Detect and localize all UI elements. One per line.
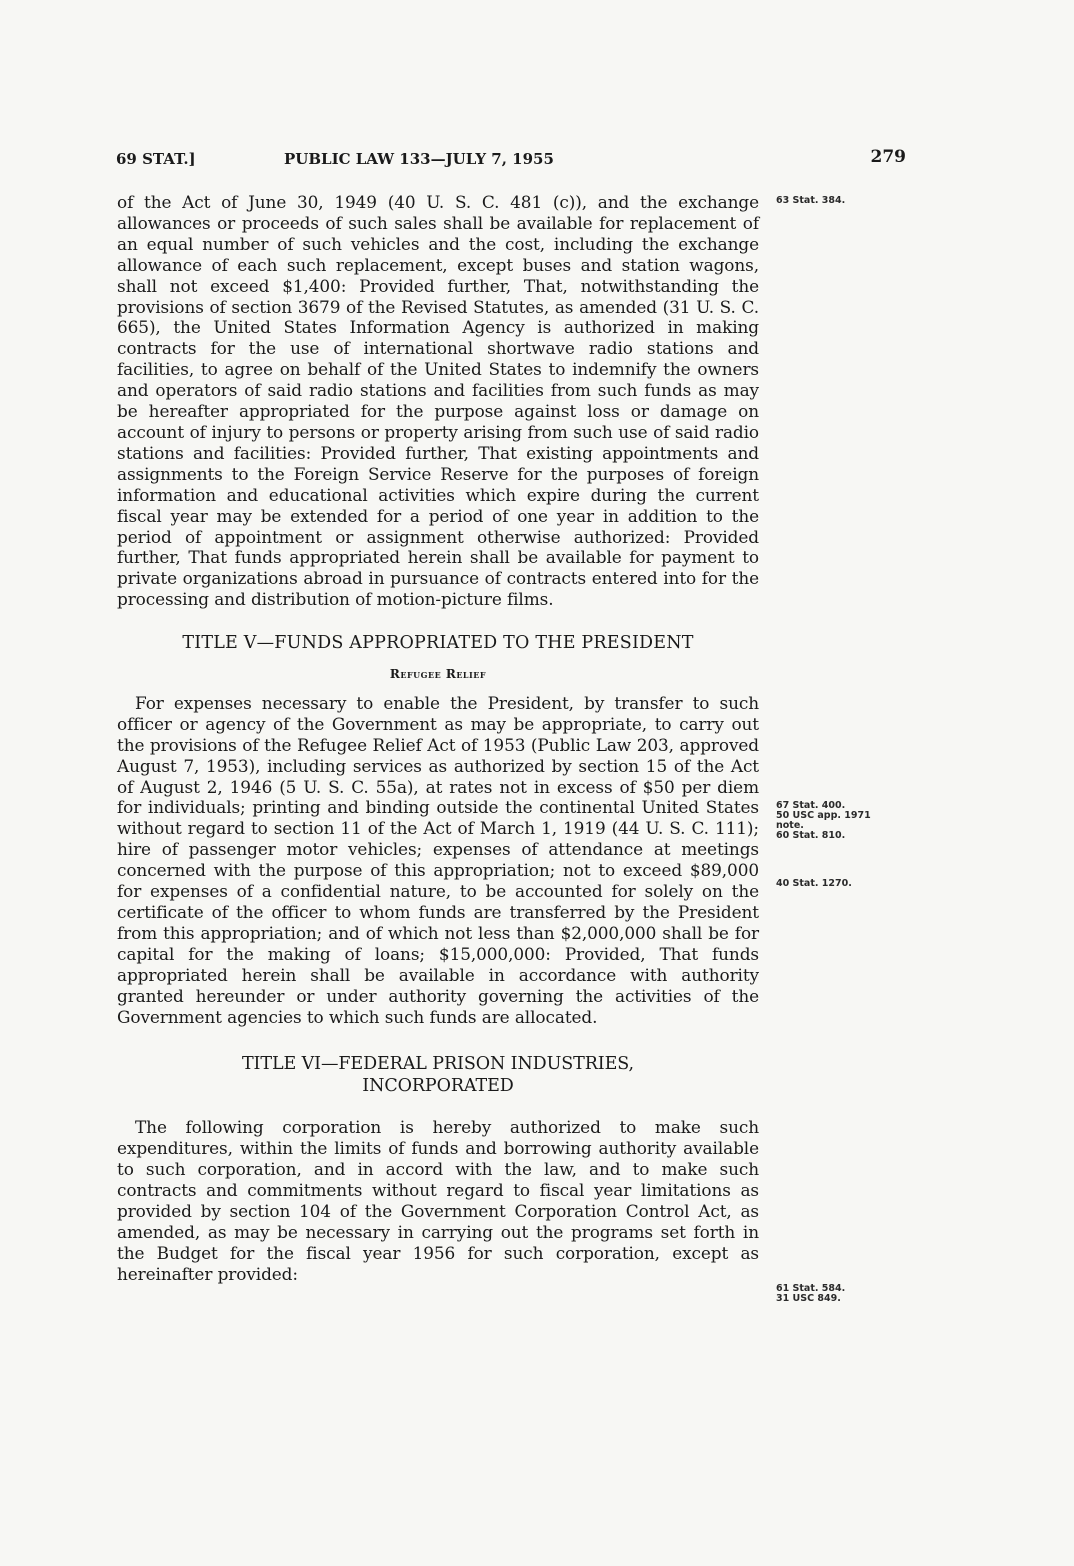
main-text-column <box>117 192 759 1285</box>
refugee-relief-subheading: Refugee Relief <box>389 667 487 682</box>
volume-reference: 69 STAT.] <box>116 150 196 168</box>
margin-note-67-stat <box>776 801 871 841</box>
margin-note-text: 61 Stat. 584. <box>776 1283 846 1294</box>
margin-note-text: 60 Stat. 810. <box>776 830 846 841</box>
title-vi-heading <box>117 1053 759 1097</box>
law-title: PUBLIC LAW 133—JULY 7, 1955 <box>284 150 554 168</box>
margin-note-text: 40 Stat. 1270. <box>776 878 852 889</box>
title-vi-line-1: TITLE VI—FEDERAL PRISON INDUSTRIES, <box>241 1054 635 1075</box>
margin-note-text: note. <box>776 820 804 831</box>
margin-note-40-stat <box>776 879 852 889</box>
margin-note-61-stat <box>776 1284 845 1304</box>
refugee-relief-paragraph: For expenses necessary to enable the President, by transfer to such officer or agency of the Government as may be appropriate, to carry out the provisions of the Refugee Relief Act of 1953 (Public Law 203, approved August 7, 1953), including services as authorized by section 15 of the Act of August 2, 1946 (5 U. S. C. 55a), at rates not in excess of $50 per diem for individuals; printing and binding outside the continental United States without regard to section 11 of the Act of March 1, 1919 (44 U. S. C. 111); hire of passenger motor vehicles; expenses of attendance at meetings concerned with the purpose of this appropriation; not to exceed $89,000 for expenses of a confidential nature, to be accounted for solely on the certificate of the officer to whom funds are transferred by the President from this appropriation; and of which not less than $2,000,000 shall be for capital for the making of loans; $15,000,000: Provided, That funds appropriated herein shall be available in accordance with authority granted hereunder or under authority governing the activities of the Government agencies to which such funds are allocated. <box>117 692 759 1027</box>
margin-note-text: 50 USC app. 1971 <box>776 810 871 821</box>
title-v-heading: TITLE V—FUNDS APPROPRIATED TO THE PRESIDENT <box>182 633 694 654</box>
title-vi-line-2: INCORPORATED <box>362 1076 514 1097</box>
prison-industries-paragraph: The following corporation is hereby authorized to make such expenditures, within the limits of funds and borrowing authority available to such corporation, and in accord with the law, and to make such contracts and commitments without regard to fiscal year limitations as provided by section 104 of the Government Corporation Control Act, as amended, as may be necessary in carrying out the programs set forth in the Budget for the fiscal year 1956 for such corporation, except as hereinafter provided: <box>117 1117 759 1284</box>
paragraph-continued: of the Act of June 30, 1949 (40 U. S. C. 481 (c)), and the exchange allowances or proceeds of such sales shall be available for replacement of an equal number of such vehicles and the cost, including the exchange allowance of each such replacement, except buses and station wagons, shall not exceed $1,400: Provided further, That, notwithstanding the provisions of section 3679 of the Revised Statutes, as amended (31 U. S. C. 665), the United States Information Agency is authorized in making contracts for the use of international shortwave radio stations and facilities, to agree on behalf of the United States to indemnify the owners and operators of said radio stations and facilities from such funds as may be hereafter appropriated for the purpose against loss or damage on account of injury to persons or property arising from such use of said radio stations and facilities: Provided further, That existing appointments and assignments to the Foreign Service Reserve for the purposes of foreign information and educational activities which expire during the current fiscal year may be extended for a period of one year in addition to the period of appointment or assignment otherwise authorized: Provided further, That funds appropriated herein shall be available for payment to private organizations abroad in pursuance of contracts entered into for the processing and distribution of motion-picture films. <box>117 192 759 610</box>
page-number: 279 <box>870 147 906 167</box>
margin-note-text: 31 USC 849. <box>776 1293 841 1304</box>
running-header <box>116 147 906 171</box>
margin-note-text: 67 Stat. 400. <box>776 800 846 811</box>
margin-note-text: 63 Stat. 384. <box>776 195 846 206</box>
margin-note-63-stat <box>776 196 845 206</box>
